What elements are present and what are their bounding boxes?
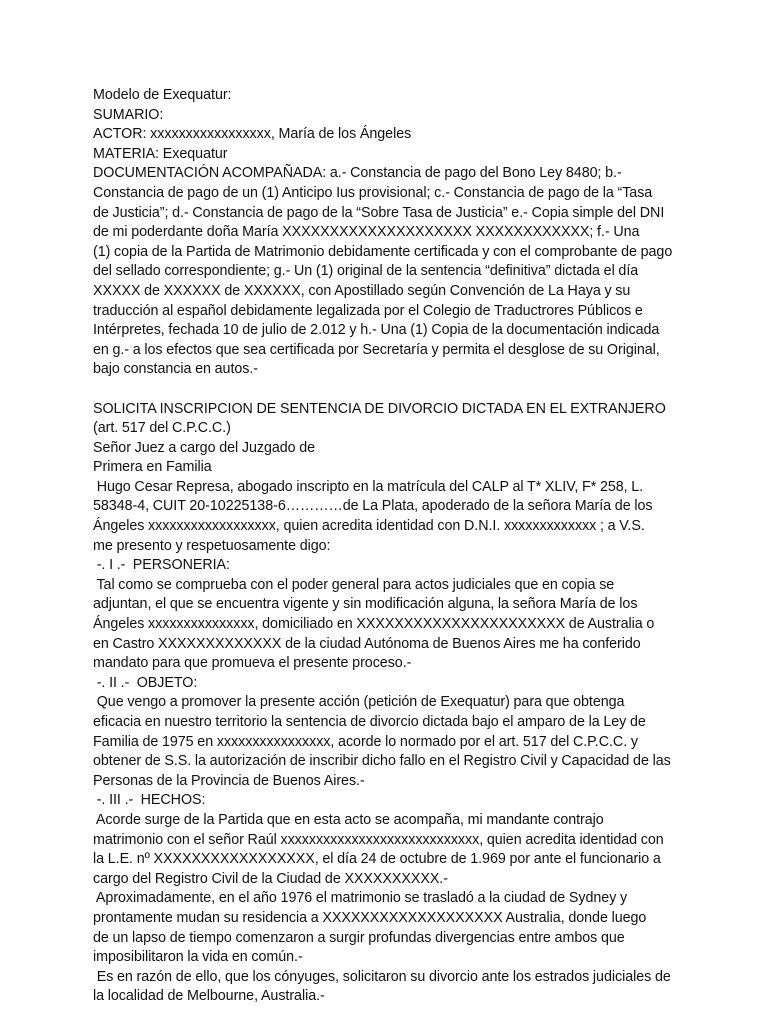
body-line: obtener de S.S. la autorización de inscribir dicho fallo en el Registro Civil y Capacidad de las bbox=[93, 753, 671, 770]
header-line: en g.- a los efectos que sea certificada por Secretaría y permita el desglose de su Original, bbox=[93, 341, 660, 358]
body-line: Aproximadamente, en el año 1976 el matrimonio se trasladó a la ciudad de Sydney y bbox=[93, 890, 628, 907]
body-line: -. I .- PERSONERIA: bbox=[93, 557, 230, 574]
body-line: Señor Juez a cargo del Juzgado de bbox=[93, 439, 316, 456]
header-line: de mi poderdante doña María XXXXXXXXXXXXXXXXXXXX XXXXXXXXXXXX; f.- Una bbox=[93, 224, 640, 241]
body-line: SOLICITA INSCRIPCION DE SENTENCIA DE DIVORCIO DICTADA EN EL EXTRANJERO bbox=[93, 400, 666, 417]
header-line: Modelo de Exequatur: bbox=[93, 87, 232, 103]
header-line: (1) copia de la Partida de Matrimonio debidamente certificada y con el comprobante de pago bbox=[93, 243, 673, 260]
header-line: bajo constancia en autos.- bbox=[93, 361, 259, 378]
body-line: la L.E. nº XXXXXXXXXXXXXXXXX, el día 24 de octubre de 1.969 por ante el funcionario a bbox=[93, 851, 661, 868]
body-line: Primera en Familia bbox=[93, 459, 212, 476]
body-line: Que vengo a promover la presente acción (petición de Exequatur) para que obtenga bbox=[93, 694, 625, 711]
header-line: MATERIA: Exequatur bbox=[93, 145, 228, 162]
header-line: Intérpretes, fechada 10 de julio de 2.012 y h.- Una (1) Copia de la documentación indicada bbox=[93, 322, 660, 339]
body-line: prontamente mudan su residencia a XXXXXXXXXXXXXXXXXXX Australia, donde luego bbox=[93, 909, 647, 926]
body-line: Acorde surge de la Partida que en esta acto se acompaña, mi mandante contrajo bbox=[93, 811, 604, 828]
body-line: eficacia en nuestro territorio la sentencia de divorcio dictada bajo el amparo de la Ley de bbox=[93, 714, 646, 730]
body-line: mandato para que promueva el presente proceso.- bbox=[93, 655, 412, 672]
header-line: DOCUMENTACIÓN ACOMPAÑADA: a.- Constancia de pago del Bono Ley 8480; b.- bbox=[93, 165, 622, 182]
body-line: imposibilitaron la vida en común.- bbox=[93, 949, 303, 966]
body-line: Ángeles xxxxxxxxxxxxxxxxxx, quien acredita identidad con D.N.I. xxxxxxxxxxxxx ; a V.S. bbox=[93, 518, 645, 535]
body-line: Familia de 1975 en xxxxxxxxxxxxxxxx, acorde lo normado por el art. 517 del C.P.C.C. y bbox=[93, 733, 638, 750]
body-line: matrimonio con el señor Raúl xxxxxxxxxxxxxxxxxxxxxxxxxxxx, quien acredita identidad con bbox=[93, 831, 664, 848]
body-line: Es en razón de ello, que los cónyuges, solicitaron su divorcio ante los estrados judiciales de bbox=[93, 968, 671, 985]
body-line: la localidad de Melbourne, Australia.- bbox=[93, 988, 325, 1005]
paragraph-gap bbox=[93, 380, 693, 400]
body-line: en Castro XXXXXXXXXXXXX de la ciudad Autónoma de Buenos Aires me ha conferido bbox=[93, 635, 641, 652]
body-line: Hugo Cesar Represa, abogado inscripto en la matrícula del CALP al T* XLIV, F* 258, L. bbox=[93, 478, 644, 495]
document-text bbox=[93, 86, 693, 1007]
body-line: cargo del Registro Civil de la Ciudad de XXXXXXXXXX.- bbox=[93, 870, 448, 887]
body-line: de un lapso de tiempo comenzaron a surgir profundas divergencias entre ambos que bbox=[93, 929, 625, 946]
body-line: me presento y respetuosamente digo: bbox=[93, 537, 331, 554]
body-line: Personas de la Provincia de Buenos Aires.- bbox=[93, 772, 365, 789]
body-line: adjuntan, el que se encuentra vigente y sin modificación alguna, la señora María de los bbox=[93, 596, 638, 613]
body-line: (art. 517 del C.P.C.C.) bbox=[93, 420, 231, 437]
header-line: Constancia de pago de un (1) Anticipo Ius provisional; c.- Constancia de pago de la “Tasa bbox=[93, 184, 653, 201]
petition-section bbox=[93, 400, 693, 1007]
header-line: XXXXX de XXXXXX de XXXXXX, con Apostillado según Convención de La Haya y su bbox=[93, 282, 631, 299]
body-line: Tal como se comprueba con el poder general para actos judiciales que en copia se bbox=[93, 576, 615, 593]
header-line: ACTOR: xxxxxxxxxxxxxxxxx, María de los Ángeles bbox=[93, 126, 412, 143]
body-line: -. III .- HECHOS: bbox=[93, 792, 206, 809]
header-section bbox=[93, 86, 693, 380]
body-line: -. II .- OBJETO: bbox=[93, 674, 198, 691]
header-line: del sellado correspondiente; g.- Un (1) original de la sentencia “definitiva” dictada el día bbox=[93, 263, 639, 280]
header-line: traducción al español debidamente legalizada por el Colegio de Traductrores Públicos e bbox=[93, 302, 643, 319]
header-line: de Justicia”; d.- Constancia de pago de la “Sobre Tasa de Justicia” e.- Copia simple del DNI bbox=[93, 204, 665, 221]
body-line: 58348-4, CUIT 20-10225138-6…………de La Plata, apoderado de la señora María de los bbox=[93, 498, 653, 515]
body-line: Ángeles xxxxxxxxxxxxxxx, domiciliado en XXXXXXXXXXXXXXXXXXXXXX de Australia o bbox=[93, 616, 655, 633]
header-line: SUMARIO: bbox=[93, 106, 164, 123]
